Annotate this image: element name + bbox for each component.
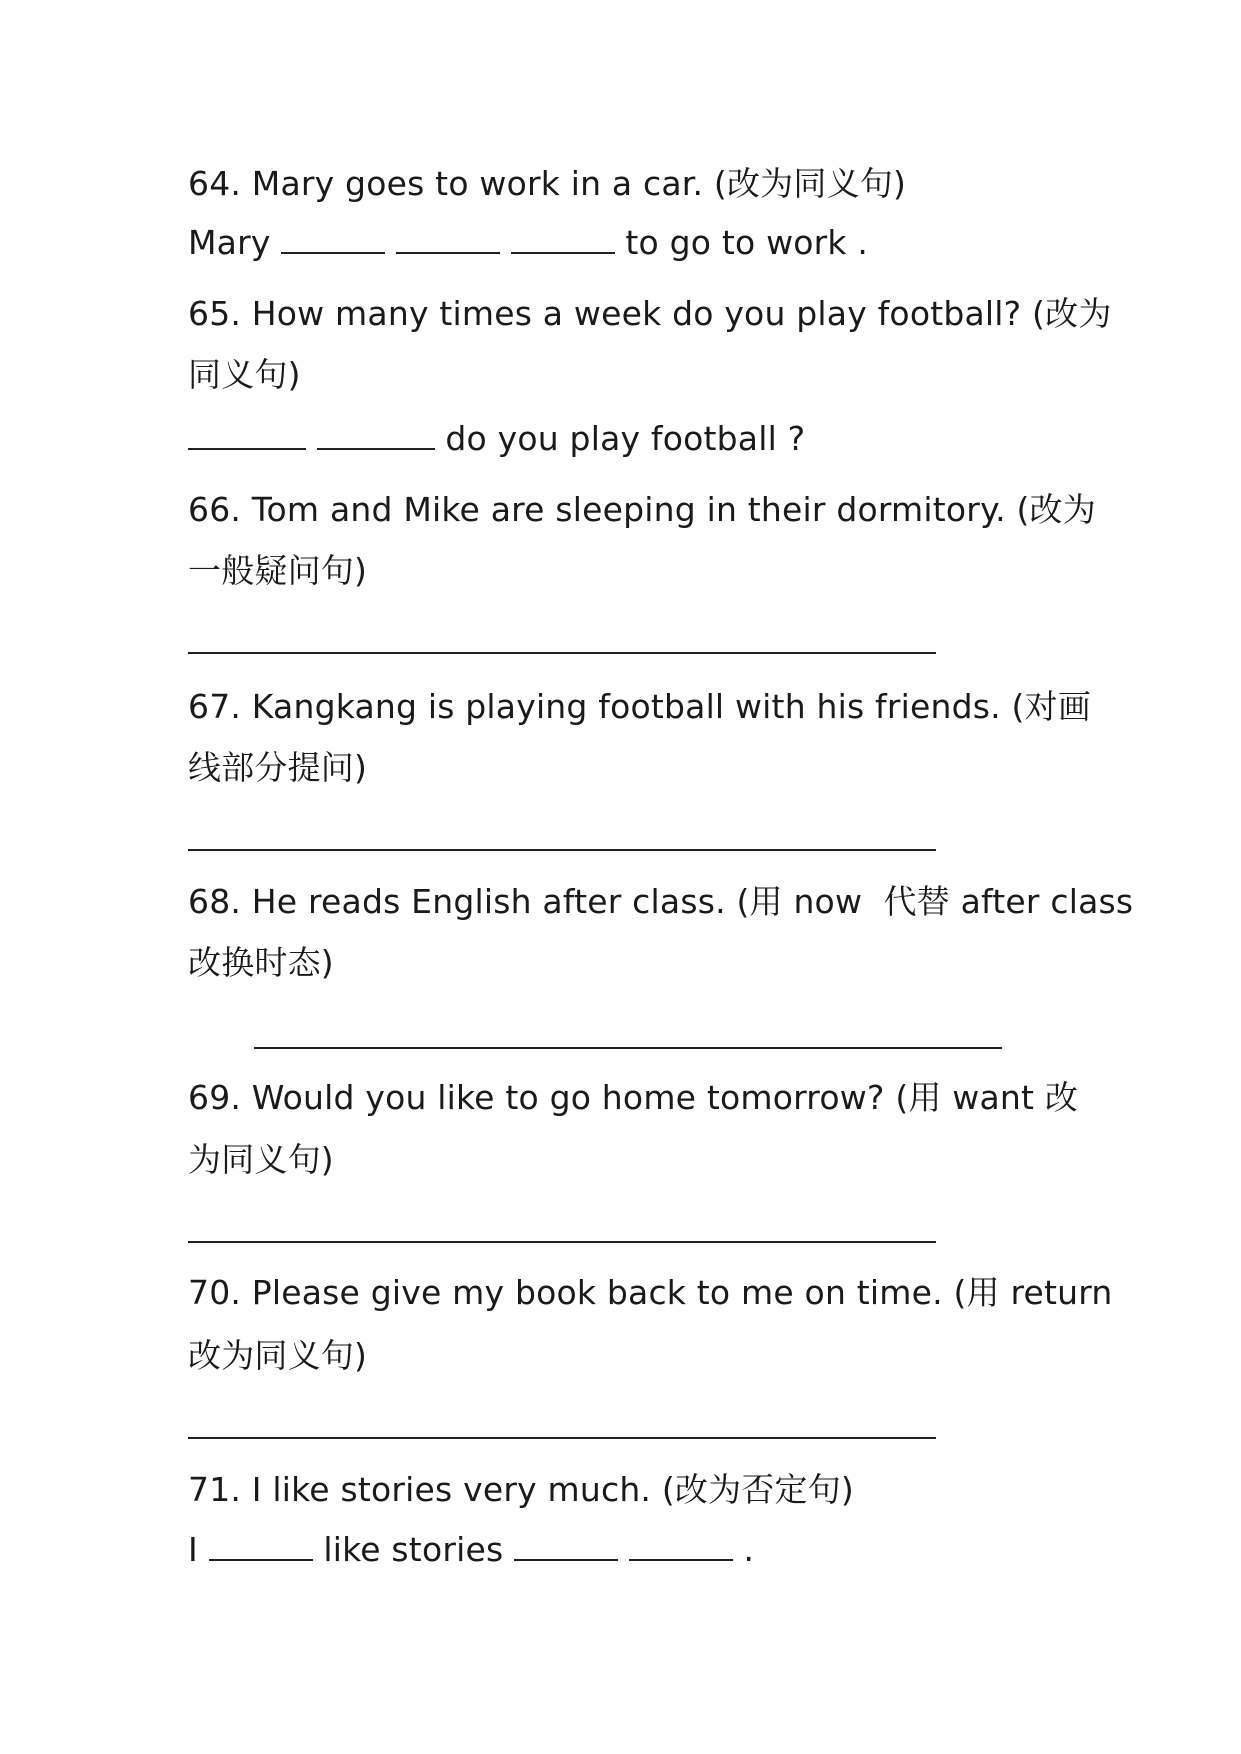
question-71-answer-line <box>188 1530 754 1570</box>
q64-blank-2[interactable] <box>396 224 500 254</box>
q64-blank-1[interactable] <box>281 224 385 254</box>
q71-answer-end: . <box>743 1530 755 1569</box>
q64-answer-start: Mary <box>188 223 271 262</box>
q65-blank-1[interactable] <box>188 420 306 450</box>
question-66-line-1: 66. Tom and Mike are sleeping in their dormitory. (改为 <box>188 490 1096 529</box>
q71-answer-start: I <box>188 1530 198 1569</box>
question-69-line-1: 69. Would you like to go home tomorrow? (用 want 改 <box>188 1078 1079 1117</box>
q71-blank-1[interactable] <box>209 1531 313 1561</box>
q65-answer-end: do you play football ? <box>445 419 806 458</box>
question-67-line-2: 线部分提问) <box>188 748 368 787</box>
question-68-line-2: 改换时态) <box>188 943 334 982</box>
question-64-answer-line <box>188 223 868 263</box>
question-65-line-1: 65. How many times a week do you play football? (改为 <box>188 294 1112 333</box>
question-70-line-2: 改为同义句) <box>188 1336 368 1375</box>
question-66-line-2: 一般疑问句) <box>188 551 368 590</box>
q64-answer-end: to go to work . <box>625 223 869 262</box>
question-65-line-2: 同义句) <box>188 355 301 394</box>
q67-answer-rule[interactable] <box>188 849 936 851</box>
q71-answer-mid: like stories <box>323 1530 504 1569</box>
q65-blank-2[interactable] <box>317 420 435 450</box>
question-69-line-2: 为同义句) <box>188 1140 334 1179</box>
question-71-text: 71. I like stories very much. (改为否定句) <box>188 1470 854 1509</box>
question-68-line-1: 68. He reads English after class. (用 now 代替 after class <box>188 882 1134 921</box>
question-65-answer-line <box>188 419 805 459</box>
q64-blank-3[interactable] <box>511 224 615 254</box>
q68-answer-rule[interactable] <box>254 1047 1002 1049</box>
q71-blank-2[interactable] <box>514 1531 618 1561</box>
question-67-line-1: 67. Kangkang is playing football with his friends. (对画 <box>188 687 1092 726</box>
q69-answer-rule[interactable] <box>188 1241 936 1243</box>
question-64-text: 64. Mary goes to work in a car. (改为同义句) <box>188 164 907 203</box>
q71-blank-3[interactable] <box>629 1531 733 1561</box>
q70-answer-rule[interactable] <box>188 1437 936 1439</box>
question-70-line-1: 70. Please give my book back to me on time. (用 return <box>188 1273 1113 1312</box>
q66-answer-rule[interactable] <box>188 652 936 654</box>
